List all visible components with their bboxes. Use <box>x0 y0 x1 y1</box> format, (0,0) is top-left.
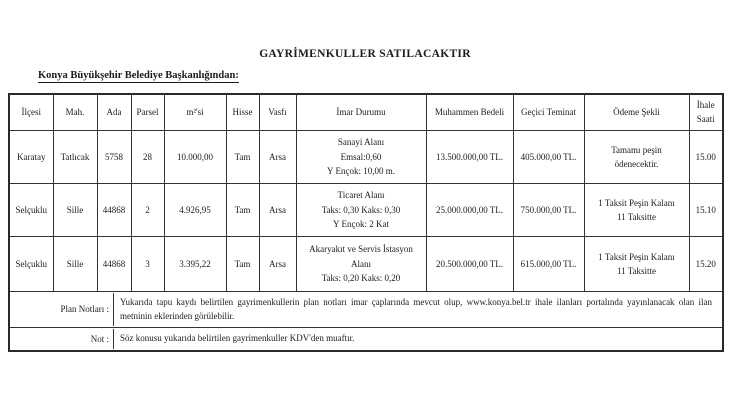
cell-hisse: Tam <box>226 237 259 292</box>
cell-m2: 3.395,22 <box>164 237 226 292</box>
cell-parsel: 2 <box>131 184 164 237</box>
general-note-row <box>9 328 723 351</box>
cell-odeme-sekli: 1 Taksit Peşin Kalanı 11 Taksitte <box>584 184 689 237</box>
cell-ihale-saati: 15.20 <box>689 237 723 292</box>
cell-mah: Sille <box>53 237 97 292</box>
cell-ada: 5758 <box>97 131 131 184</box>
cell-muhammen-bedeli: 25.000.000,00 TL. <box>426 184 513 237</box>
cell-imar-durumu: Sanayi Alanı Emsal:0,60 Y Ençok: 10,00 m. <box>296 131 426 184</box>
header-muhammen-bedeli: Muhammen Bedeli <box>426 94 513 131</box>
table-header-row <box>9 94 723 131</box>
cell-odeme-sekli: 1 Taksit Peşin Kalanı 11 Taksitte <box>584 237 689 292</box>
cell-ada: 44868 <box>97 237 131 292</box>
cell-mah: Tatlıcak <box>53 131 97 184</box>
plan-notes-text: Yukarıda tapu kaydı belirtilen gayrimenkullerin plan notları imar çaplarında mevcut olup, www.konya.bel.tr ihale ilanları portalında yayınlanacak olan ilan metninin eklerinden görülebilir. <box>120 297 712 321</box>
header-ihale-saati: İhale Saati <box>689 94 723 131</box>
cell-hisse: Tam <box>226 131 259 184</box>
header-ilcesi: İlçesi <box>9 94 53 131</box>
header-odeme-sekli: Ödeme Şekli <box>584 94 689 131</box>
cell-vasfi: Arsa <box>259 184 296 237</box>
cell-ihale-saati: 15.10 <box>689 184 723 237</box>
cell-imar-durumu: Ticaret Alanı Taks: 0,30 Kaks: 0,30 Y Ençok: 2 Kat <box>296 184 426 237</box>
cell-m2: 4.926,95 <box>164 184 226 237</box>
table-row <box>9 237 723 292</box>
cell-ilcesi: Selçuklu <box>9 237 53 292</box>
header-gecici-teminat: Geçici Teminat <box>513 94 584 131</box>
cell-gecici-teminat: 405.000,00 TL. <box>513 131 584 184</box>
cell-ilcesi: Selçuklu <box>9 184 53 237</box>
cell-gecici-teminat: 615.000,00 TL. <box>513 237 584 292</box>
header-parsel: Parsel <box>131 94 164 131</box>
page-title: GAYRİMENKULLER SATILACAKTIR <box>259 48 471 60</box>
cell-muhammen-bedeli: 13.500.000,00 TL. <box>426 131 513 184</box>
cell-gecici-teminat: 750.000,00 TL. <box>513 184 584 237</box>
general-note-text: Söz konusu yukarıda belirtilen gayrimenkuller KDV'den muaftır. <box>120 333 355 343</box>
issuing-authority-heading: Konya Büyükşehir Belediye Başkanlığından: <box>38 70 239 81</box>
general-note-label: Not : <box>12 329 114 349</box>
cell-ada: 44868 <box>97 184 131 237</box>
header-ada: Ada <box>97 94 131 131</box>
header-m2: m²'si <box>164 94 226 131</box>
plan-notes-row <box>9 292 723 328</box>
cell-parsel: 3 <box>131 237 164 292</box>
cell-m2: 10.000,00 <box>164 131 226 184</box>
table-row <box>9 184 723 237</box>
cell-odeme-sekli: Tamamı peşin ödenecektir. <box>584 131 689 184</box>
plan-notes-label: Plan Notları : <box>12 293 114 326</box>
cell-ilcesi: Karatay <box>9 131 53 184</box>
cell-parsel: 28 <box>131 131 164 184</box>
header-vasfi: Vasfı <box>259 94 296 131</box>
auction-table <box>8 93 724 352</box>
cell-vasfi: Arsa <box>259 131 296 184</box>
cell-imar-durumu: Akaryakıt ve Servis İstasyon Alanı Taks: 0,20 Kaks: 0,20 <box>296 237 426 292</box>
table-row <box>9 131 723 184</box>
header-imar-durumu: İmar Durumu <box>296 94 426 131</box>
cell-ihale-saati: 15.00 <box>689 131 723 184</box>
cell-hisse: Tam <box>226 184 259 237</box>
cell-vasfi: Arsa <box>259 237 296 292</box>
cell-muhammen-bedeli: 20.500.000,00 TL. <box>426 237 513 292</box>
header-hisse: Hisse <box>226 94 259 131</box>
header-mah: Mah. <box>53 94 97 131</box>
cell-mah: Sille <box>53 184 97 237</box>
